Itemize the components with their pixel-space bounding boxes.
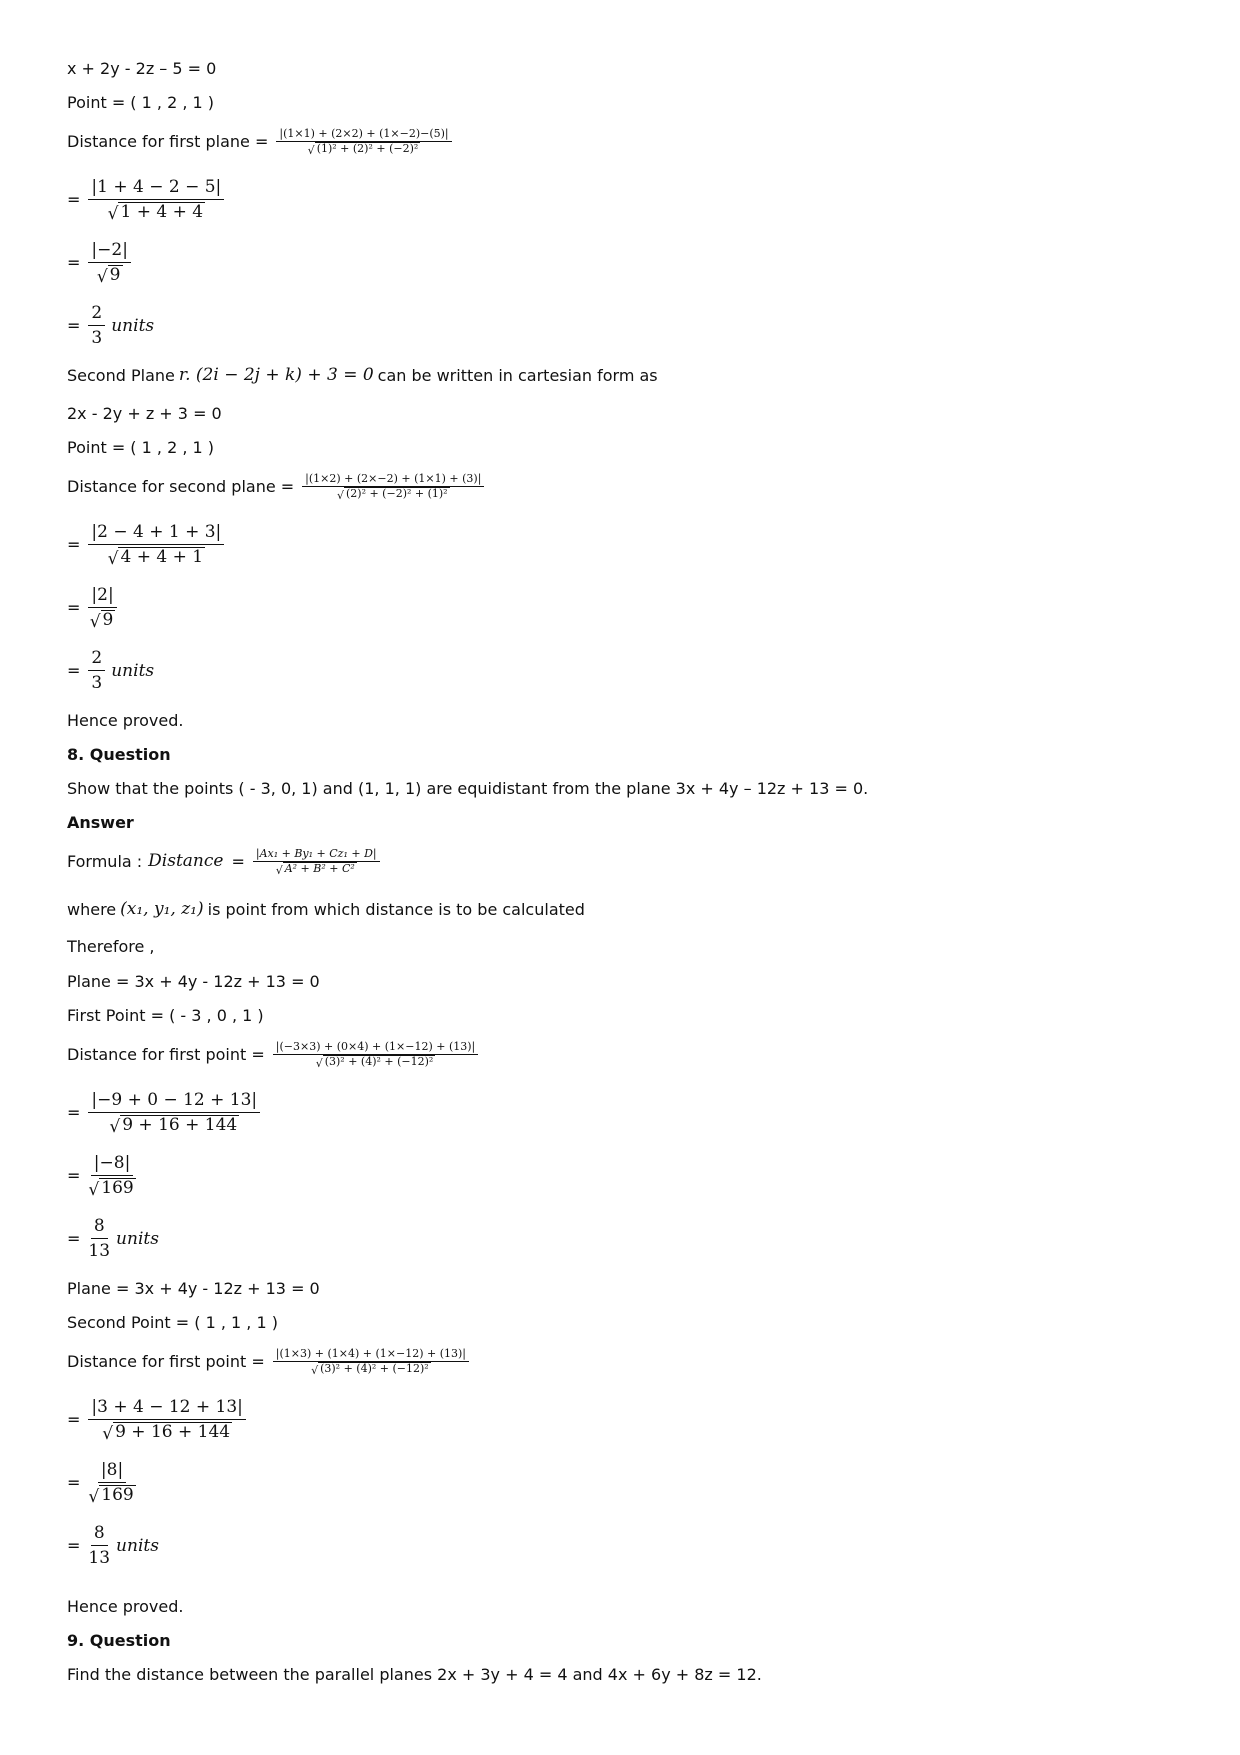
fraction xyxy=(88,177,224,223)
fraction-denominator: 13 xyxy=(88,1548,111,1568)
point-line: Point = ( 1 , 2 , 1 ) xyxy=(67,438,215,457)
text: Second Plane xyxy=(67,365,175,385)
distance-label: Distance for first point = xyxy=(67,1351,265,1371)
fraction xyxy=(88,240,131,286)
fraction-denominator: 3 xyxy=(91,673,103,693)
formula-line xyxy=(67,847,380,876)
equals-sign: = xyxy=(67,316,81,335)
fraction-denominator: 13 xyxy=(88,1241,111,1261)
step-line xyxy=(67,240,131,286)
first-point-line: First Point = ( - 3 , 0 , 1 ) xyxy=(67,1006,264,1025)
equals-sign: = xyxy=(67,535,81,555)
fraction-denominator: √ (2)² + (−2)² + (1)² xyxy=(336,487,448,502)
formula-label: Formula : xyxy=(67,851,143,871)
fraction-denominator: √ 9 + 16 + 144 xyxy=(109,1115,238,1137)
step-line xyxy=(67,522,224,568)
equals-sign: = xyxy=(67,661,81,680)
text: where xyxy=(67,899,117,919)
fraction xyxy=(273,1347,469,1376)
fraction-denominator: √ 1 + 4 + 4 xyxy=(107,202,204,224)
fraction-numerator: |(1×1) + (2×2) + (1×−2)−(5)| xyxy=(276,127,451,142)
fraction-numerator: 8 xyxy=(91,1216,108,1239)
fraction-denominator: √ (3)² + (4)² + (−12)² xyxy=(311,1362,429,1377)
hence-proved-text: Hence proved. xyxy=(67,1597,184,1616)
equals-sign: = xyxy=(67,1410,81,1430)
answer-heading: Answer xyxy=(67,813,134,832)
fraction xyxy=(88,1460,135,1506)
equals-sign: = xyxy=(67,1229,81,1248)
fraction-denominator: √ 169 xyxy=(88,1178,134,1200)
fraction xyxy=(88,648,105,693)
fraction xyxy=(273,1040,478,1069)
fraction-denominator: √ (1)² + (2)² + (−2)² xyxy=(307,142,419,157)
fraction xyxy=(88,1090,260,1136)
question-heading: 8. Question xyxy=(67,745,171,764)
equals-sign: = xyxy=(67,253,81,273)
question-heading: 9. Question xyxy=(67,1631,171,1650)
fraction-denominator: √ 9 xyxy=(96,265,121,287)
equals-sign: = xyxy=(231,851,245,871)
fraction-numerator: |−2| xyxy=(88,240,131,263)
fraction-numerator: 2 xyxy=(88,303,105,326)
second-point-line: Second Point = ( 1 , 1 , 1 ) xyxy=(67,1313,278,1332)
cartesian-equation-line: 2x - 2y + z + 3 = 0 xyxy=(67,404,222,423)
vector-equation: r. (2i − 2j + k) + 3 = 0 xyxy=(178,365,374,385)
equals-sign: = xyxy=(67,598,81,618)
fraction-numerator: |3 + 4 − 12 + 13| xyxy=(88,1397,246,1420)
fraction xyxy=(253,847,380,876)
step-line xyxy=(67,1090,260,1136)
step-line xyxy=(67,1460,136,1506)
equals-sign: = xyxy=(67,1536,81,1555)
fraction-numerator: |1 + 4 − 2 − 5| xyxy=(88,177,224,200)
result-line xyxy=(67,1216,159,1261)
fraction-denominator: √ 169 xyxy=(88,1485,134,1507)
question-text: Show that the points ( - 3, 0, 1) and (1, 1, 1) are equidistant from the plane 3x + 4y – 12z + 13 = 0. xyxy=(67,779,869,798)
step-line xyxy=(67,1397,246,1443)
fraction-denominator: 3 xyxy=(91,328,103,348)
plane-line: Plane = 3x + 4y - 12z + 13 = 0 xyxy=(67,972,320,991)
fraction xyxy=(88,1216,110,1261)
fraction xyxy=(276,127,451,156)
fraction xyxy=(88,303,105,348)
step-line xyxy=(67,1153,136,1199)
fraction-numerator: |8| xyxy=(98,1460,126,1483)
distance-second-point-line xyxy=(67,1347,469,1376)
distance-second-plane-line xyxy=(67,472,484,501)
result-line xyxy=(67,1523,159,1568)
fraction xyxy=(88,1153,135,1199)
plane-equation-line: x + 2y - 2z – 5 = 0 xyxy=(67,59,217,78)
fraction-numerator: 2 xyxy=(88,648,105,671)
fraction xyxy=(88,522,224,568)
point-coordinates: (x₁, y₁, z₁) xyxy=(120,899,204,919)
fraction-denominator: √ A² + B² + C² xyxy=(275,862,355,877)
fraction xyxy=(88,1523,110,1568)
units-label: units xyxy=(116,1228,159,1249)
text: can be written in cartesian form as xyxy=(377,365,658,385)
units-label: units xyxy=(116,1535,159,1556)
fraction-numerator: |(−3×3) + (0×4) + (1×−12) + (13)| xyxy=(273,1040,478,1055)
fraction-numerator: |(1×2) + (2×−2) + (1×1) + (3)| xyxy=(302,472,484,487)
where-line xyxy=(67,899,585,919)
fraction-denominator: √ (3)² + (4)² + (−12)² xyxy=(315,1055,434,1070)
fraction-numerator: |Ax₁ + By₁ + Cz₁ + D| xyxy=(253,847,380,862)
equals-sign: = xyxy=(67,1166,81,1186)
units-label: units xyxy=(111,660,155,681)
hence-proved-text: Hence proved. xyxy=(67,711,184,730)
formula-word: Distance xyxy=(148,851,224,872)
fraction-denominator: √ 9 xyxy=(89,610,114,632)
point-line: Point = ( 1 , 2 , 1 ) xyxy=(67,93,215,112)
fraction-numerator: |2| xyxy=(88,585,116,608)
step-line xyxy=(67,585,117,631)
fraction-numerator: 8 xyxy=(91,1523,108,1546)
equals-sign: = xyxy=(67,1473,81,1493)
step-line xyxy=(67,177,224,223)
second-plane-line xyxy=(67,365,658,385)
fraction-numerator: |−9 + 0 − 12 + 13| xyxy=(88,1090,260,1113)
result-line xyxy=(67,303,154,348)
distance-label: Distance for first plane = xyxy=(67,131,269,151)
distance-label: Distance for first point = xyxy=(67,1044,265,1064)
distance-first-point-line xyxy=(67,1040,478,1069)
distance-label: Distance for second plane = xyxy=(67,476,295,496)
units-label: units xyxy=(111,315,155,336)
distance-first-plane-line xyxy=(67,127,452,156)
fraction xyxy=(88,1397,246,1443)
equals-sign: = xyxy=(67,1103,81,1123)
fraction-numerator: |(1×3) + (1×4) + (1×−12) + (13)| xyxy=(273,1347,469,1362)
fraction-denominator: √ 9 + 16 + 144 xyxy=(102,1422,231,1444)
fraction xyxy=(88,585,116,631)
question-text: Find the distance between the parallel planes 2x + 3y + 4 = 4 and 4x + 6y + 8z = 12. xyxy=(67,1665,762,1684)
equals-sign: = xyxy=(67,190,81,210)
fraction xyxy=(302,472,484,501)
therefore-text: Therefore , xyxy=(67,937,155,956)
fraction-denominator: √ 4 + 4 + 1 xyxy=(107,547,204,569)
fraction-numerator: |−8| xyxy=(91,1153,134,1176)
fraction-numerator: |2 − 4 + 1 + 3| xyxy=(88,522,224,545)
text: is point from which distance is to be calculated xyxy=(207,899,585,919)
result-line xyxy=(67,648,154,693)
plane-line: Plane = 3x + 4y - 12z + 13 = 0 xyxy=(67,1279,320,1298)
